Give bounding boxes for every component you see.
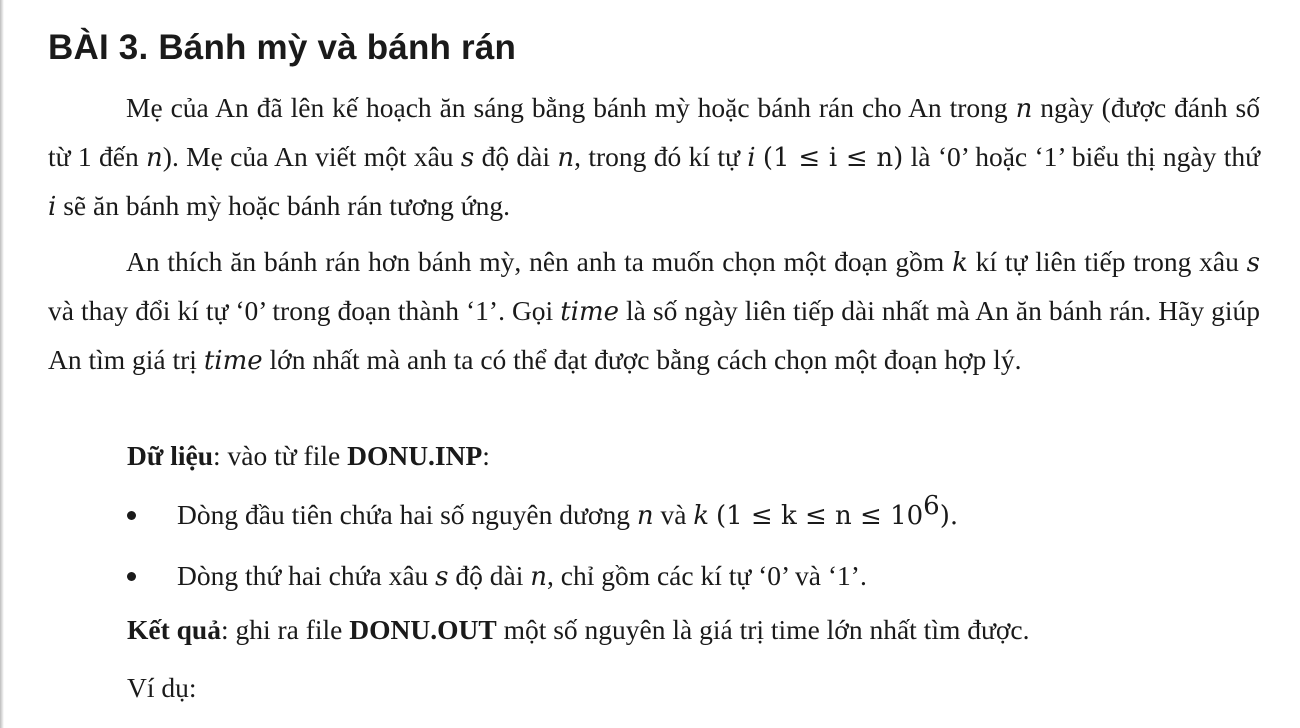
input-spec-label: Dữ liệu <box>127 440 214 471</box>
text-segment: độ dài <box>448 560 531 591</box>
scan-edge-shadow <box>0 0 4 728</box>
text-segment: ). <box>939 501 959 531</box>
text-segment: và <box>653 499 694 530</box>
math-time: time <box>203 346 263 376</box>
math-exponent: 6 <box>923 490 940 521</box>
bullet-icon <box>127 511 136 520</box>
output-spec-label: Kết quả <box>127 614 221 645</box>
input-spec <box>127 432 490 480</box>
problem-statement-paragraph-1 <box>48 84 1260 231</box>
math-k: k <box>952 248 968 278</box>
math-time: time <box>560 297 620 327</box>
math-s: s <box>1246 248 1260 278</box>
math-condition: (1 ≤ i ≤ n) <box>762 143 904 173</box>
math-i: i <box>48 192 57 222</box>
text-segment: , trong đó kí tự <box>574 141 748 172</box>
math-s: s <box>460 143 475 173</box>
list-item-text <box>177 552 867 601</box>
problem-statement-paragraph-2 <box>48 238 1260 385</box>
text-segment: sẽ ăn bánh mỳ hoặc bánh rán tương ứng. <box>56 190 511 221</box>
text-segment: Mẹ của An đã lên kế hoạch ăn sáng bằng bánh mỳ hoặc bánh rán cho An trong <box>126 92 1016 123</box>
math-k: k <box>693 501 710 531</box>
problem-title: BÀI 3. Bánh mỳ và bánh rán <box>48 28 517 67</box>
output-spec <box>127 606 1030 654</box>
math-n: n <box>557 143 575 173</box>
text-segment: , chỉ gồm các kí tự ‘0’ và ‘1’. <box>546 560 867 591</box>
text-segment: là số ngày liên tiếp dài nhất mà An ăn bánh rán. Hãy giúp An tìm giá trị <box>48 295 1260 375</box>
text-segment: độ dài <box>474 141 558 172</box>
input-file-name: DONU.INP <box>347 440 483 471</box>
text-segment: : vào từ file <box>213 440 348 471</box>
text-segment: : <box>482 440 490 471</box>
math-constraint: (1 ≤ k ≤ n ≤ 10 <box>715 501 924 531</box>
text-segment: : ghi ra file <box>220 614 350 645</box>
bullet-icon <box>127 572 136 581</box>
math-n: n <box>636 501 654 531</box>
text-segment: Dòng đầu tiên chứa hai số nguyên dương <box>177 499 637 530</box>
text-segment: một số nguyên là giá trị time lớn nhất tìm được. <box>496 614 1030 645</box>
math-i: i <box>747 143 756 173</box>
text-segment <box>709 499 716 530</box>
text-segment <box>756 141 763 172</box>
text-segment: An thích ăn bánh rán hơn bánh mỳ, nên anh ta muốn chọn một đoạn gồm <box>126 246 953 277</box>
text-segment: và thay đổi kí tự ‘0’ trong đoạn thành ‘1’. Gọi <box>48 295 561 326</box>
math-n: n <box>146 143 163 173</box>
example-heading: Ví dụ: <box>127 672 197 703</box>
math-n: n <box>530 562 547 592</box>
text-segment: Dòng thứ hai chứa xâu <box>177 560 436 591</box>
text-segment: ). Mẹ của An viết một xâu <box>162 141 461 172</box>
list-item-text <box>177 491 958 540</box>
text-segment: là ‘0’ hoặc ‘1’ biểu thị ngày thứ <box>903 141 1261 172</box>
text-segment: ngày (được đánh số từ 1 đến <box>48 92 1260 172</box>
text-segment: kí tự liên tiếp trong xâu <box>967 246 1247 277</box>
math-n: n <box>1015 94 1033 124</box>
output-file-name: DONU.OUT <box>349 614 497 645</box>
math-s: s <box>435 562 449 592</box>
text-segment: lớn nhất mà anh ta có thể đạt được bằng cách chọn một đoạn hợp lý. <box>262 344 1022 375</box>
